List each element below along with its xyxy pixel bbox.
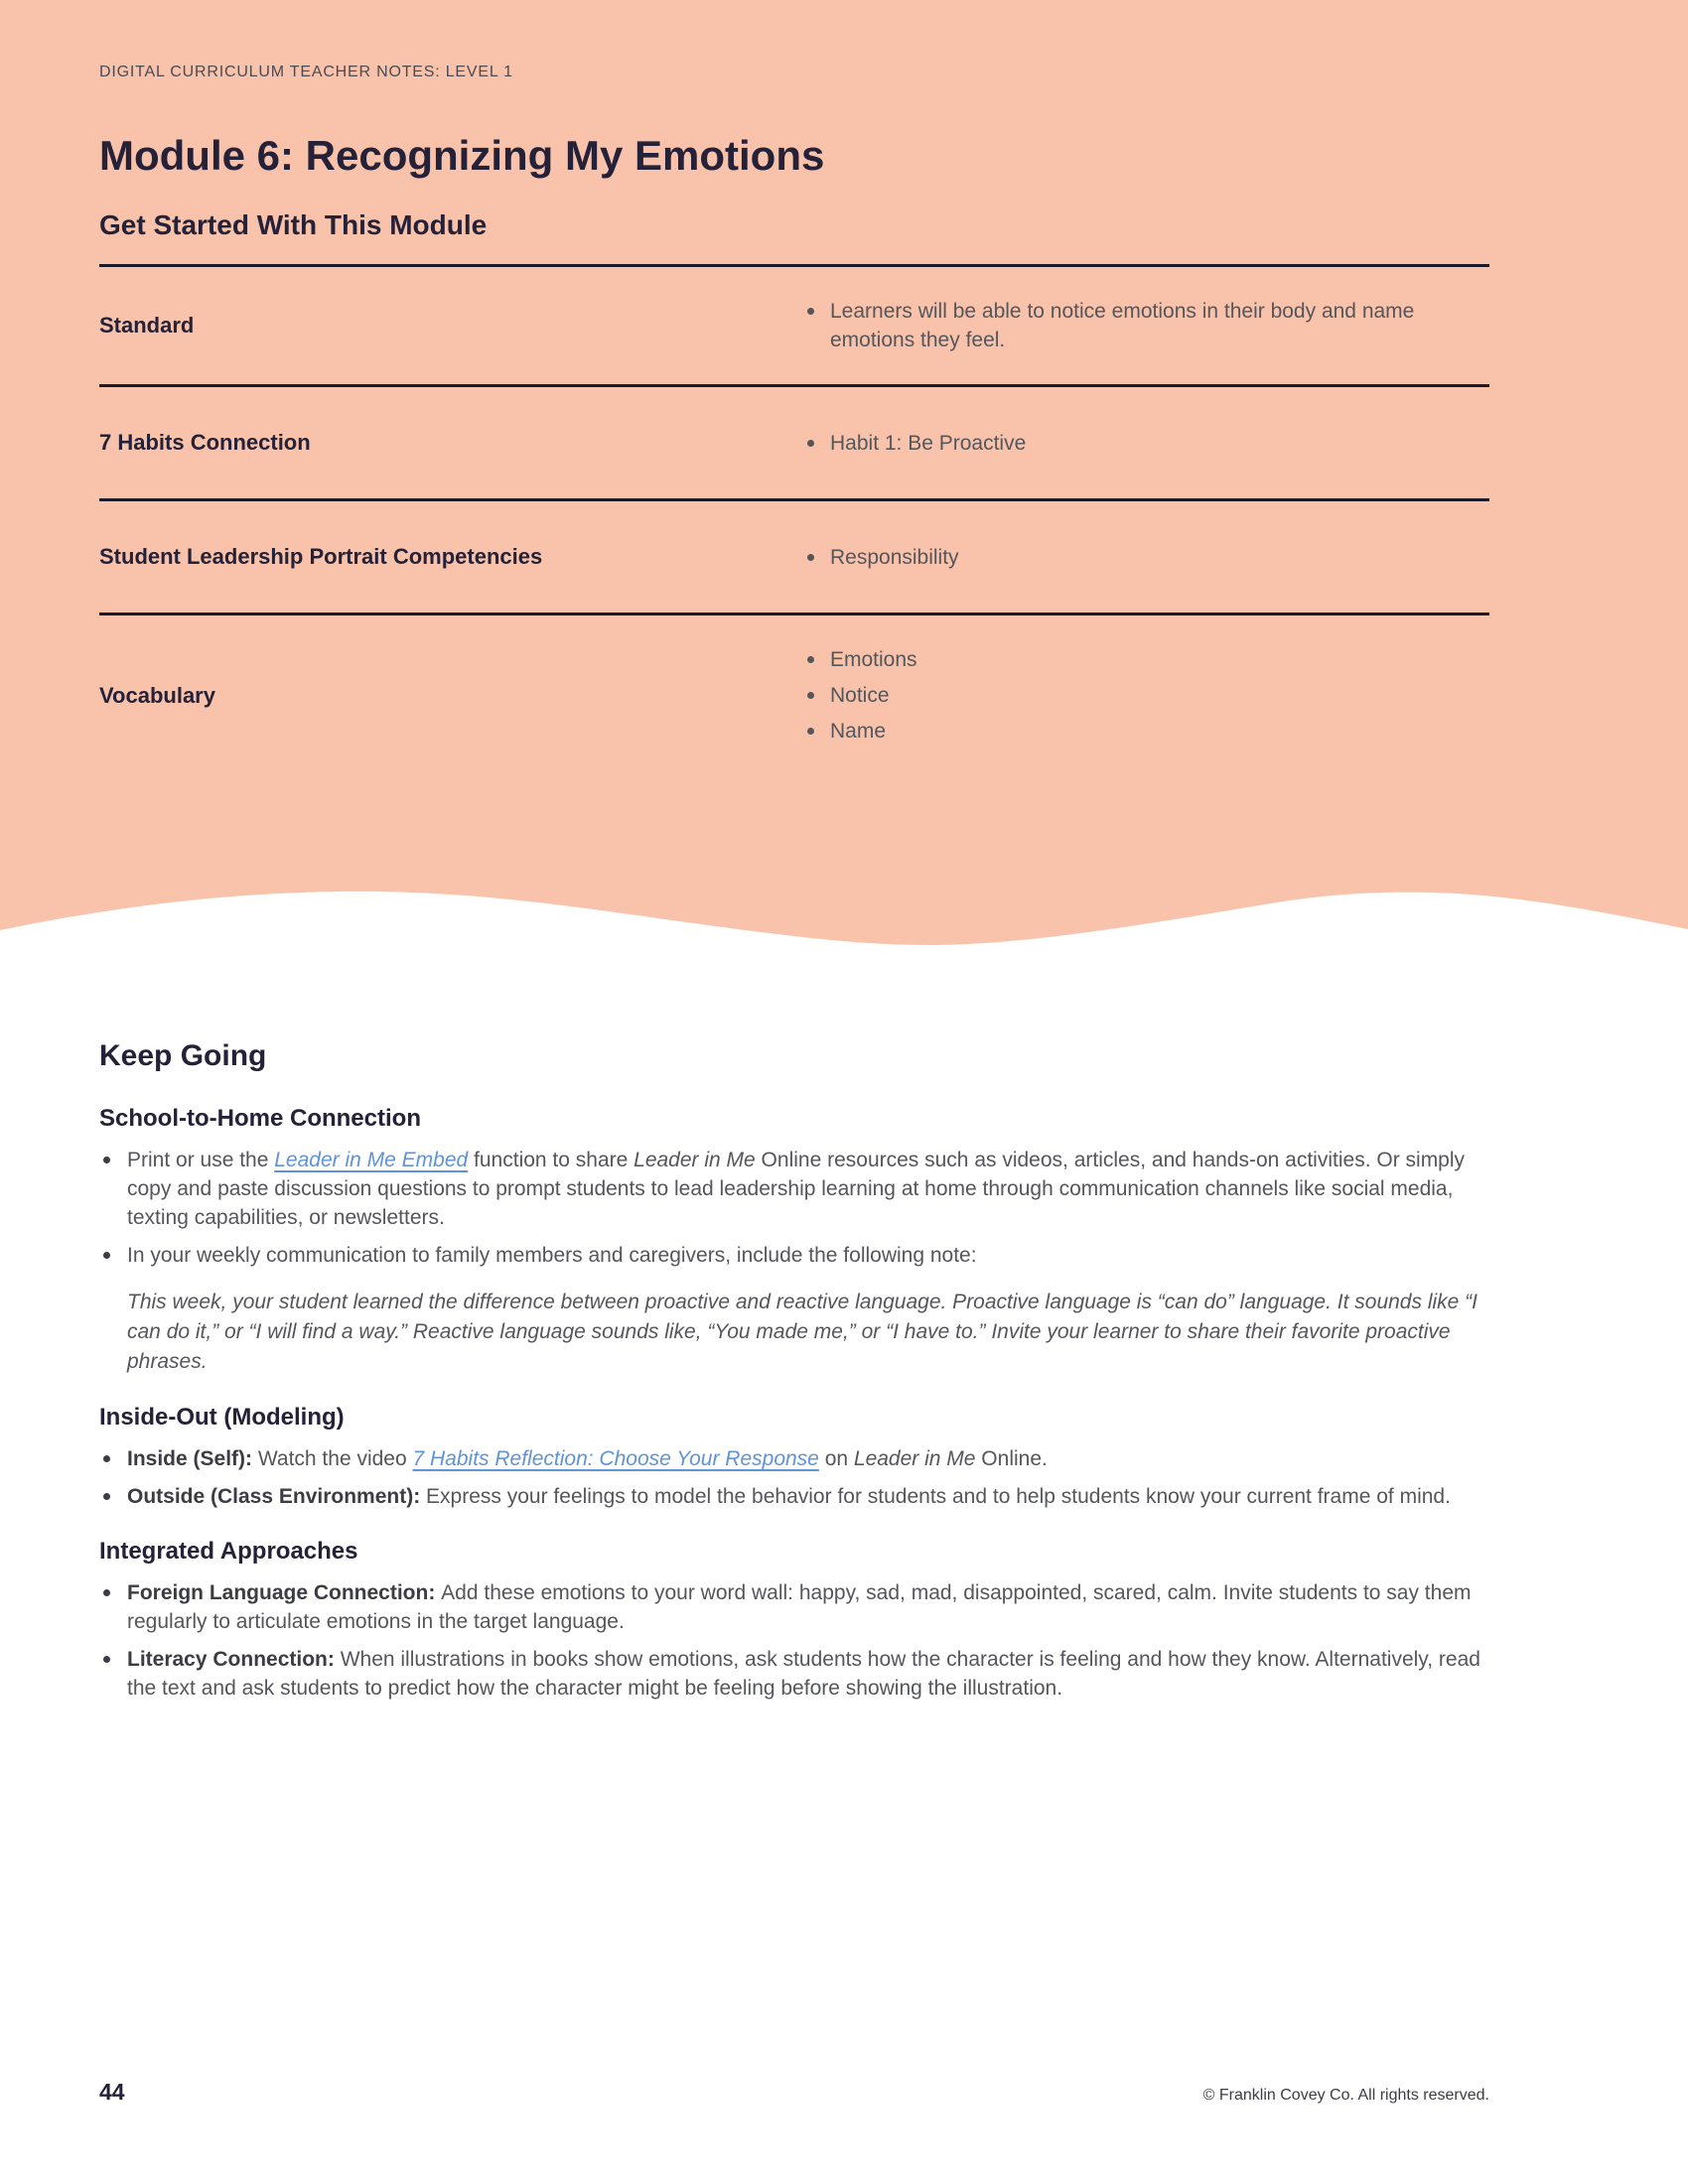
bullet-item: Responsibility <box>804 543 1420 572</box>
bullet-item <box>99 1645 1489 1703</box>
row-label: Student Leadership Portrait Competencies <box>99 544 543 569</box>
inline-text-link[interactable]: 7 Habits Reflection: Choose Your Response <box>412 1447 819 1470</box>
module-info-table <box>99 264 1489 775</box>
row-label: Vocabulary <box>99 682 215 708</box>
text-segment: Print or use the <box>127 1149 275 1171</box>
bullet-item <box>99 1146 1489 1232</box>
bullet-item: Habit 1: Be Proactive <box>804 429 1420 458</box>
table-row-vocabulary <box>99 613 1489 775</box>
text-segment: Foreign Language Connection: <box>127 1581 442 1604</box>
keep-going-section <box>99 1038 1489 1711</box>
get-started-heading: Get Started With This Module <box>99 209 488 240</box>
table-row-standard <box>99 264 1489 384</box>
row-label: 7 Habits Connection <box>99 430 311 455</box>
school-to-home-heading: School-to-Home Connection <box>99 1105 421 1132</box>
integrated-approaches-bullets <box>99 1578 1489 1703</box>
bullet-item: Emotions <box>804 645 1420 674</box>
row-bullet-list <box>804 297 1420 354</box>
bullet-item: Name <box>804 717 1420 746</box>
text-segment: on <box>818 1447 854 1470</box>
text-segment: function to share <box>468 1149 634 1171</box>
text-segment: Leader in Me <box>633 1149 756 1171</box>
text-segment: Literacy Connection: <box>127 1648 341 1671</box>
text-segment: When illustrations in books show emotions, ask students how the character is feeling and how they know. Alternatively, read the text and ask students to predict how the character might be feeling before showing the illustration. <box>127 1648 1480 1700</box>
inside-out-heading: Inside-Out (Modeling) <box>99 1404 345 1431</box>
table-row-competencies <box>99 498 1489 613</box>
hero-background <box>0 0 1688 874</box>
text-segment: Express your feelings to model the behavior for students and to help students know your current frame of mind. <box>426 1485 1451 1508</box>
family-note-text: This week, your student learned the difference between proactive and reactive language. Proactive language is “can do” language. It sounds like “I can do it,” or “I will find a way.” Reactive language sounds like, “You made me,” or “I have to.” Invite your learner to share their favorite proactive phrases. <box>127 1291 1477 1373</box>
document-eyebrow: DIGITAL CURRICULUM TEACHER NOTES: LEVEL 1 <box>99 64 513 80</box>
school-to-home-bullets <box>99 1146 1489 1270</box>
text-segment: Leader in Me <box>853 1447 976 1470</box>
row-bullet-list <box>804 543 1420 572</box>
integrated-approaches-heading: Integrated Approaches <box>99 1538 358 1565</box>
text-segment: Inside (Self): <box>127 1447 258 1470</box>
copyright-text: © Franklin Covey Co. All rights reserved. <box>1202 2087 1489 2104</box>
inline-text-link[interactable]: Leader in Me Embed <box>274 1149 469 1171</box>
row-label: Standard <box>99 313 195 338</box>
hero-section <box>0 0 1688 953</box>
bullet-item <box>99 1578 1489 1636</box>
table-row-7-habits <box>99 384 1489 498</box>
bullet-item: Notice <box>804 681 1420 710</box>
keep-going-heading: Keep Going <box>99 1039 267 1072</box>
text-segment: Watch the video <box>257 1447 413 1470</box>
text-segment: Online resources such as videos, articles, and hands-on activities. Or simply copy and paste discussion questions to prompt students to lead leadership learning at home through communication channels like social media, texting capabilities, or newsletters. <box>127 1149 1466 1229</box>
inside-out-bullets <box>99 1444 1489 1511</box>
text-segment: Online. <box>975 1447 1048 1470</box>
wave-divider <box>0 874 1688 953</box>
bullet-item <box>99 1444 1489 1473</box>
text-segment: Add these emotions to your word wall: happy, sad, mad, disappointed, scared, calm. Invite students to say them regularly to articulate emotions in the target language. <box>127 1581 1472 1633</box>
page-title: Module 6: Recognizing My Emotions <box>99 132 825 179</box>
bullet-item <box>99 1482 1489 1511</box>
bullet-item <box>99 1241 1489 1270</box>
text-segment: Outside (Class Environment): <box>127 1485 427 1508</box>
text-segment: In your weekly communication to family members and caregivers, include the following note: <box>127 1244 977 1267</box>
page-footer <box>99 2079 1489 2106</box>
row-bullet-list <box>804 645 1420 746</box>
bullet-item: Learners will be able to notice emotions in their body and name emotions they feel. <box>804 297 1420 354</box>
page-number: 44 <box>99 2079 125 2105</box>
row-bullet-list <box>804 429 1420 458</box>
